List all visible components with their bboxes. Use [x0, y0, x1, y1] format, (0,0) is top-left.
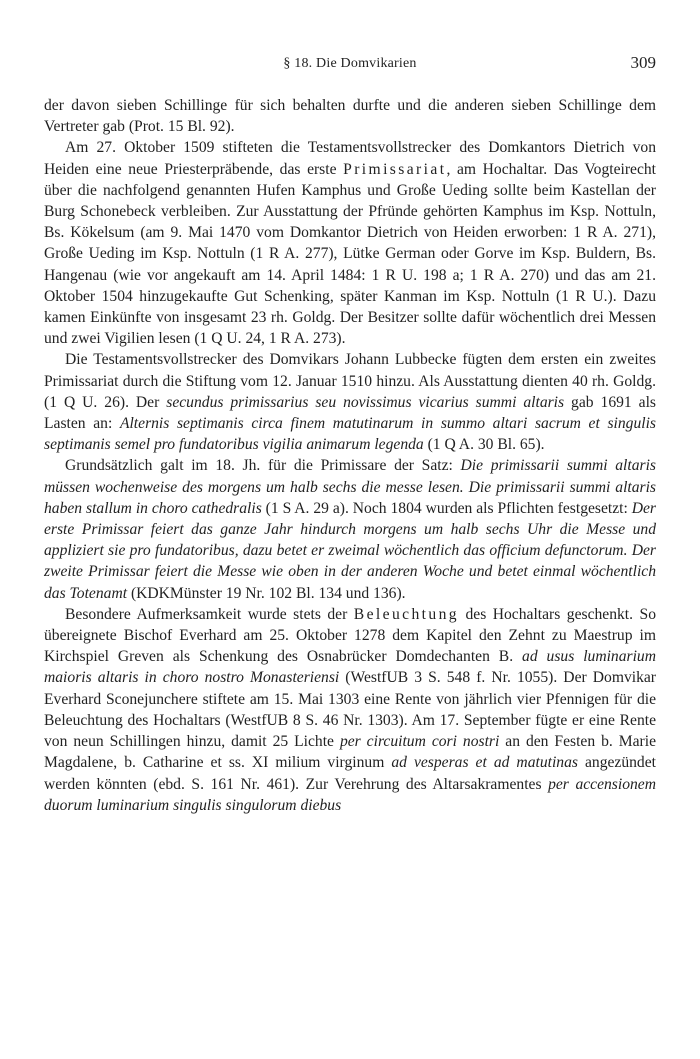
- latin-quote: secundus primissarius seu novissimus vicarius summi altaris: [166, 393, 565, 411]
- latin-quote: per circuitum cori nostri: [339, 733, 500, 751]
- latin-quote: Die primissarii summi altaris müssen wochenweise des morgens um halb sechs die messe lesen. Die primissarii summi altaris haben stallum in choro cathedralis: [44, 457, 656, 517]
- latin-quote: ad usus luminarium maioris altaris in choro nostro Monasteriensi: [44, 648, 656, 687]
- latin-quote: ad vesperas et ad matutinas: [391, 754, 578, 772]
- paragraph: [44, 604, 656, 816]
- text-run: der davon sieben Schillinge für sich behalten durfte und die anderen sieben Schillinge dem Vertreter gab (Prot. 15 Bl. 92).: [44, 97, 656, 136]
- text-run: des Hochaltars geschenkt. So übereignete Bischof Everhard am 25. Oktober 1278 dem Kapitel den Zehnt zu Maestrup im Kirchspiel Greven als Schenkung des Osnabrücker Domdechanten B.: [44, 605, 656, 666]
- paragraph: [44, 137, 656, 349]
- text-run: Am 27. Oktober 1509 stifteten die Testamentsvollstrecker des Domkantors Dietrich von Heiden eine neue Priesterpräbende, das erste: [44, 139, 656, 178]
- text-run: an den Festen b. Marie Magdalene, b. Catharine et ss. XI milium virginum: [44, 733, 656, 772]
- text-run: angezündet werden könnten (ebd. S. 161 Nr. 461). Zur Verehrung des Altarsakramentes: [44, 754, 656, 793]
- latin-quote: per accensionem duorum luminarium singulis singulorum diebus: [44, 775, 656, 814]
- page-number: 309: [630, 53, 656, 72]
- text-run: gab 1691 als Lasten an:: [44, 393, 656, 433]
- text-run: Die Testamentsvollstrecker des Domvikars Johann Lubbecke fügten dem ersten ein zweites Primissariat durch die Stiftung vom 12. Januar 1510 hinzu. Als Ausstattung dienten 40 rh. Goldg. (1 Q U. 26). Der: [44, 351, 656, 411]
- latin-quote: Der erste Primissar feiert das ganze Jahr hindurch morgens um halb sechs Uhr die Messe und appliziert sie pro fundatoribus, dazu betet er zweimal wöchentlich das officium defunctorum. Der zweite Primissar feiert die Messe wie oben in der anderen Woche und betet einmal wöchentlich das Totenamt: [44, 499, 657, 602]
- text-run: Besondere Aufmerksamkeit wurde stets der: [65, 605, 354, 623]
- text-run: (1 Q A. 30 Bl. 65).: [423, 436, 545, 454]
- text-run: , am Hochaltar. Das Vogteirecht über die nachfolgend genannten Hufen Kamphus und Große Ueding sollte beim Kastellan der Burg Schonebeck verbleiben. Zur Ausstattung der Pfründe gehörten Kamphus im Ksp. Nottuln, Bs. Kökelsum (am 9. Mai 1470 vom Domkantor Dietrich von Heiden erworben: 1 R A. 271), Große Ueding im Ksp. Nottuln (1 R A. 277), Lütke German oder Gorve im Ksp. Buldern, Bs. Hangenau (wie vor angekauft am 14. April 1484: 1 R U. 198 a; 1 R A. 270) und das am 21. Oktober 1504 hinzugekaufte Gut Schenking, später Kanman im Ksp. Nottuln (1 R U.). Dazu kamen Einkünfte von insgesamt 23 rh. Goldg. Der Besitzer sollte dafür wöchentlich drei Messen und zwei Vigilien lesen (1 Q U. 24, 1 R A. 273).: [44, 160, 656, 348]
- paragraph: [44, 455, 656, 603]
- body-text: [44, 95, 656, 816]
- emphasized-term: Primissariat: [343, 160, 447, 178]
- emphasized-term: Beleuchtung: [353, 605, 459, 623]
- paragraph: [44, 349, 656, 455]
- text-run: (KDKMünster 19 Nr. 102 Bl. 134 und 136).: [127, 584, 406, 602]
- text-run: (1 S A. 29 a). Noch 1804 wurden als Pflichten festgesetzt:: [261, 499, 632, 517]
- latin-quote: Alternis septimanis circa finem matutinarum in summo altari sacrum et singulis septimanis semel pro fundatoribus vigilia animarum legenda: [44, 415, 656, 454]
- text-run: Grundsätzlich galt im 18. Jh. für die Primissare der Satz:: [65, 457, 461, 475]
- running-header: [44, 53, 656, 80]
- text-run: (WestfUB 3 S. 548 f. Nr. 1055). Der Domvikar Everhard Sconejunchere stiftete am 15. Mai 1303 eine Rente von jährlich vier Pfennigen für die Beleuchtung des Hochaltars (WestfUB 8 S. 46 Nr. 1303). Am 17. September fügte er eine Rente von neun Schillingen hinzu, damit 25 Lichte: [44, 669, 656, 751]
- section-title: § 18. Die Domvikarien: [283, 56, 417, 71]
- paragraph: [44, 95, 656, 137]
